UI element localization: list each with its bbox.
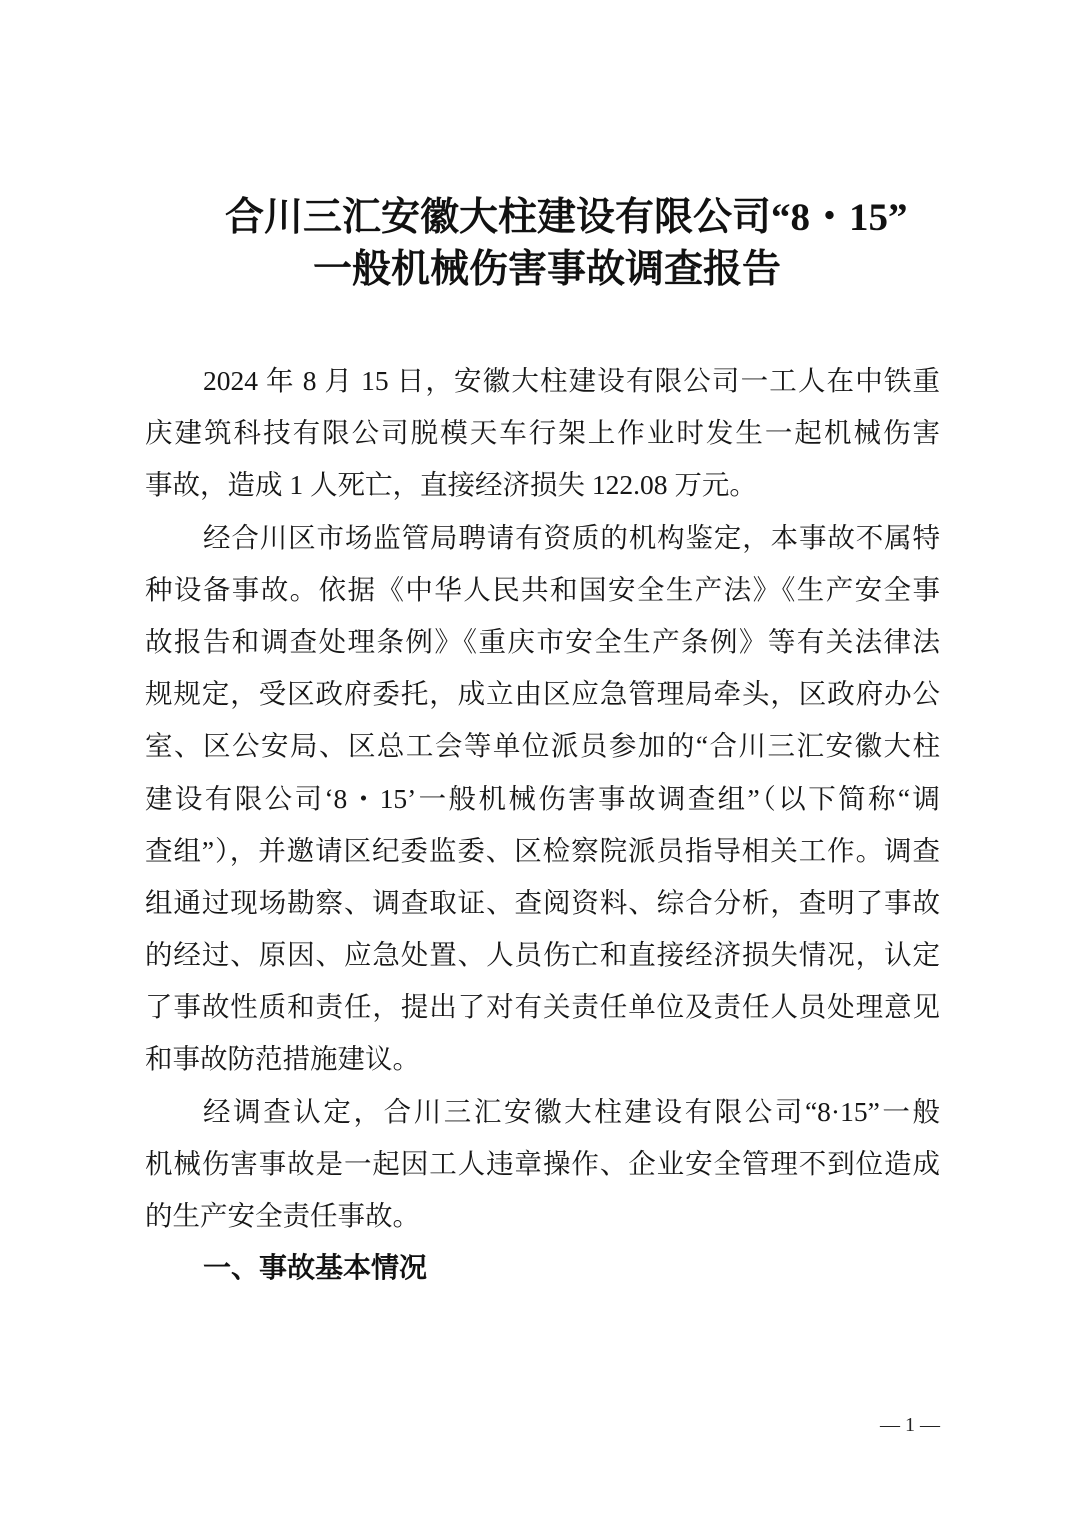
body-line: 的生产安全责任事故。 — [145, 1200, 420, 1231]
body-line: 事故，造成 1 人死亡，直接经济损失 122.08 万元。 — [145, 469, 757, 501]
body-line: 和事故防范措施建议。 — [145, 1043, 420, 1075]
paragraph-investigation — [145, 512, 940, 1086]
body-line: 经调查认定，合川三汇安徽大柱建设有限公司“8·15”一般 — [203, 1095, 940, 1127]
body-line: 规规定，受区政府委托，成立由区应急管理局牵头，区政府办公 — [145, 678, 940, 710]
body-line: 种设备事故。依据《中华人民共和国安全生产法》《生产安全事 — [145, 573, 940, 605]
report-body — [145, 355, 940, 1294]
body-line: 经合川区市场监管局聘请有资质的机构鉴定，本事故不属特 — [203, 521, 940, 553]
body-line: 组通过现场勘察、调查取证、查阅资料、综合分析，查明了事故 — [145, 886, 940, 918]
body-line: 查组”），并邀请区纪委监委、区检察院派员指导相关工作。调查 — [145, 834, 940, 866]
paragraph-summary — [145, 355, 940, 512]
body-line: 故报告和调查处理条例》《重庆市安全生产条例》等有关法律法 — [145, 625, 940, 657]
body-line: 的经过、原因、应急处置、人员伤亡和直接经济损失情况，认定 — [145, 939, 940, 971]
paragraph-conclusion — [145, 1086, 940, 1243]
section-heading: 一、事故基本情况 — [203, 1252, 428, 1284]
body-line: 庆建筑科技有限公司脱模天车行架上作业时发生一起机械伤害 — [145, 417, 940, 449]
page-number: — 1 — — [880, 1414, 940, 1436]
body-line: 了事故性质和责任，提出了对有关责任单位及责任人员处理意见 — [145, 991, 940, 1023]
body-line: 机械伤害事故是一起因工人违章操作、企业安全管理不到位造成 — [145, 1147, 940, 1179]
report-title-line-1: 合川三汇安徽大柱建设有限公司“8・15” — [225, 196, 908, 239]
body-line: 建设有限公司‘8・15’一般机械伤害事故调查组”（以下简称“调 — [145, 782, 940, 814]
body-line: 室、区公安局、区总工会等单位派员参加的“合川三汇安徽大柱 — [145, 730, 940, 762]
body-line: 2024 年 8 月 15 日，安徽大柱建设有限公司一工人在中铁重 — [203, 365, 940, 396]
report-title-line-2: 一般机械伤害事故调查报告 — [313, 248, 782, 291]
